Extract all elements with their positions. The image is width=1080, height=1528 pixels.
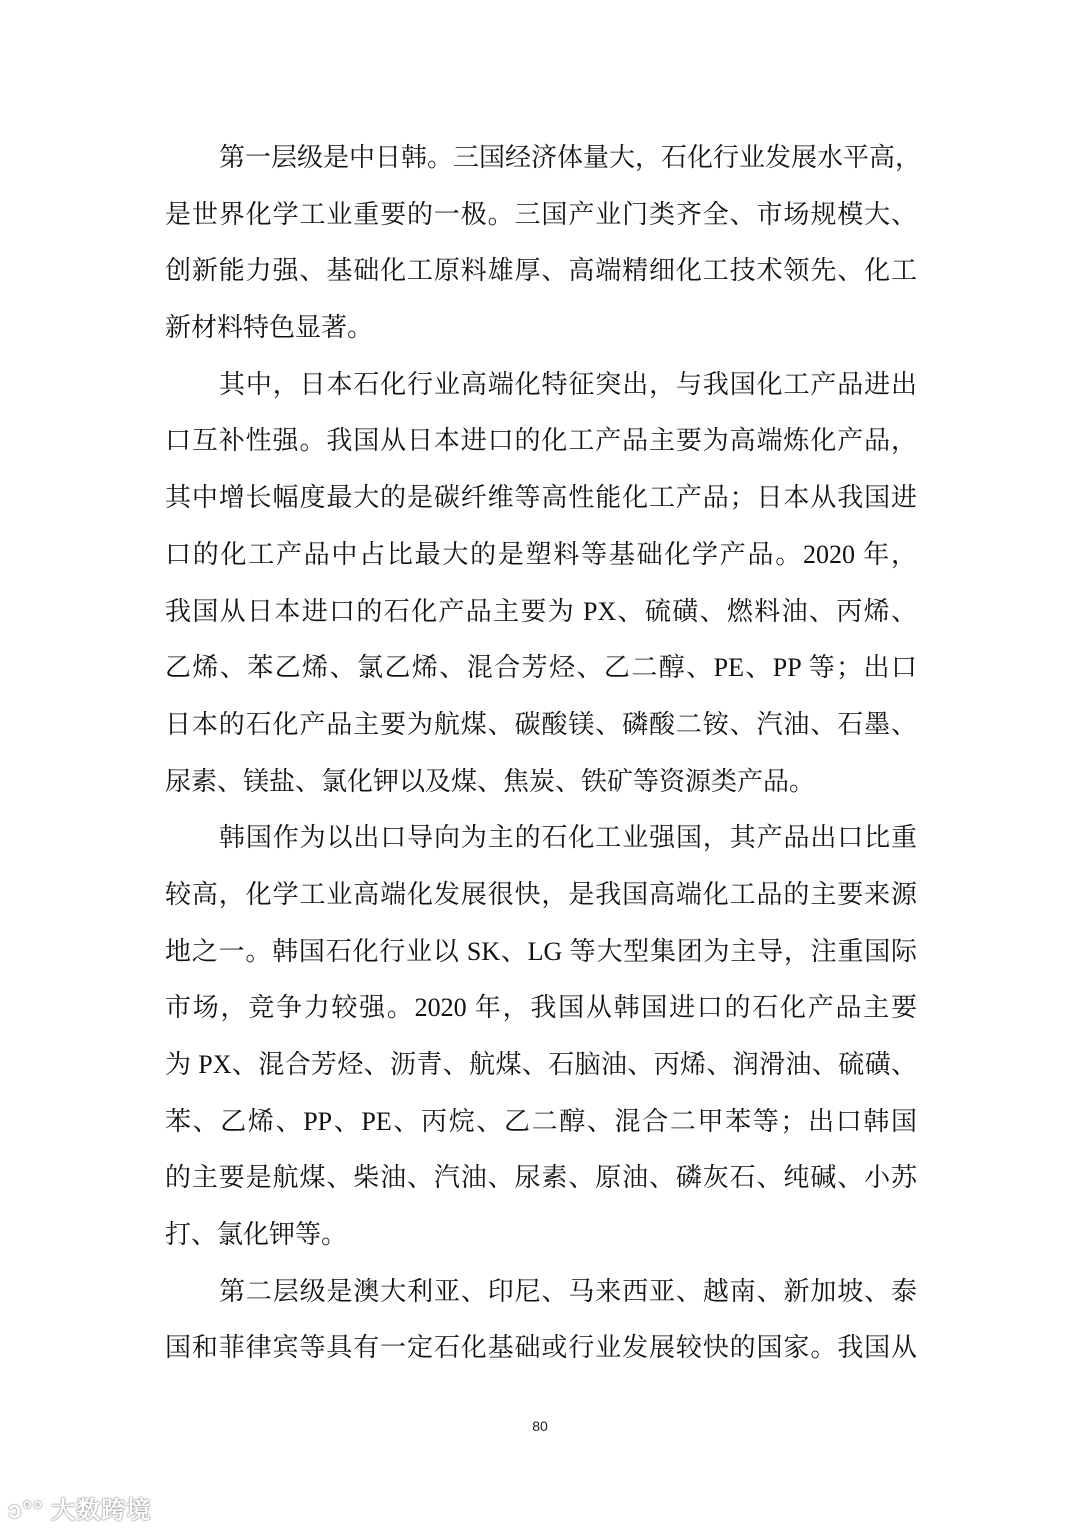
paragraph-2: [165, 362, 917, 816]
text-line: 较高，化学工业高端化发展很快，是我国高端化工品的主要来源: [165, 879, 917, 909]
paragraph-1: [165, 135, 922, 362]
page-number: 80: [532, 1418, 548, 1434]
text-line: 我国从日本进口的石化产品主要为 PX、硫磺、燃料油、丙烯、: [165, 596, 917, 626]
text-line: 的主要是航煤、柴油、汽油、尿素、原油、磷灰石、纯碱、小苏: [165, 1163, 917, 1193]
paragraph-4: [165, 1269, 917, 1382]
text-line: 口的化工产品中占比最大的是塑料等基础化学产品。2020 年，: [165, 539, 917, 569]
text-line: 新材料特色显著。: [165, 313, 374, 343]
text-line: 尿素、镁盐、氯化钾以及煤、焦炭、铁矿等资源类产品。: [165, 766, 816, 796]
text-line: 乙烯、苯乙烯、氯乙烯、混合芳烃、乙二醇、PE、PP 等；出口: [165, 653, 917, 683]
text-line: 为 PX、混合芳烃、沥青、航煤、石脑油、丙烯、润滑油、硫磺、: [165, 1050, 917, 1079]
watermark-text: 大数跨境: [51, 1497, 152, 1524]
text-line: 是世界化学工业重要的一极。三国产业门类齐全、市场规模大、: [165, 199, 917, 229]
watermark-logo: [8, 1490, 151, 1525]
text-line: 国和菲律宾等具有一定石化基础或行业发展较快的国家。我国从: [165, 1333, 917, 1363]
text-line: 苯、乙烯、PP、PE、丙烷、乙二醇、混合二甲苯等；出口韩国: [165, 1106, 917, 1136]
document-body: [165, 135, 922, 1382]
text-line: 其中增长幅度最大的是碳纤维等高性能化工产品；日本从我国进: [165, 483, 917, 513]
text-line: 第一层级是中日韩。三国经济体量大，石化行业发展水平高，: [219, 143, 922, 172]
text-line: 打、氯化钾等。: [165, 1220, 348, 1250]
text-line: 市场，竞争力较强。2020 年，我国从韩国进口的石化产品主要: [165, 993, 917, 1023]
logo-icon: ↄ°°: [8, 1497, 44, 1524]
text-line: 第二层级是澳大利亚、印尼、马来西亚、越南、新加坡、泰: [219, 1276, 917, 1306]
text-line: 韩国作为以出口导向为主的石化工业强国，其产品出口比重: [219, 823, 917, 853]
paragraph-3: [165, 815, 917, 1269]
text-line: 日本的石化产品主要为航煤、碳酸镁、磷酸二铵、汽油、石墨、: [165, 709, 917, 739]
text-line: 口互补性强。我国从日本进口的化工产品主要为高端炼化产品，: [165, 426, 917, 456]
text-line: 其中，日本石化行业高端化特征突出，与我国化工产品进出: [219, 369, 917, 399]
text-line: 地之一。韩国石化行业以 SK、LG 等大型集团为主导，注重国际: [165, 936, 917, 966]
text-line: 创新能力强、基础化工原料雄厚、高端精细化工技术领先、化工: [165, 256, 917, 286]
